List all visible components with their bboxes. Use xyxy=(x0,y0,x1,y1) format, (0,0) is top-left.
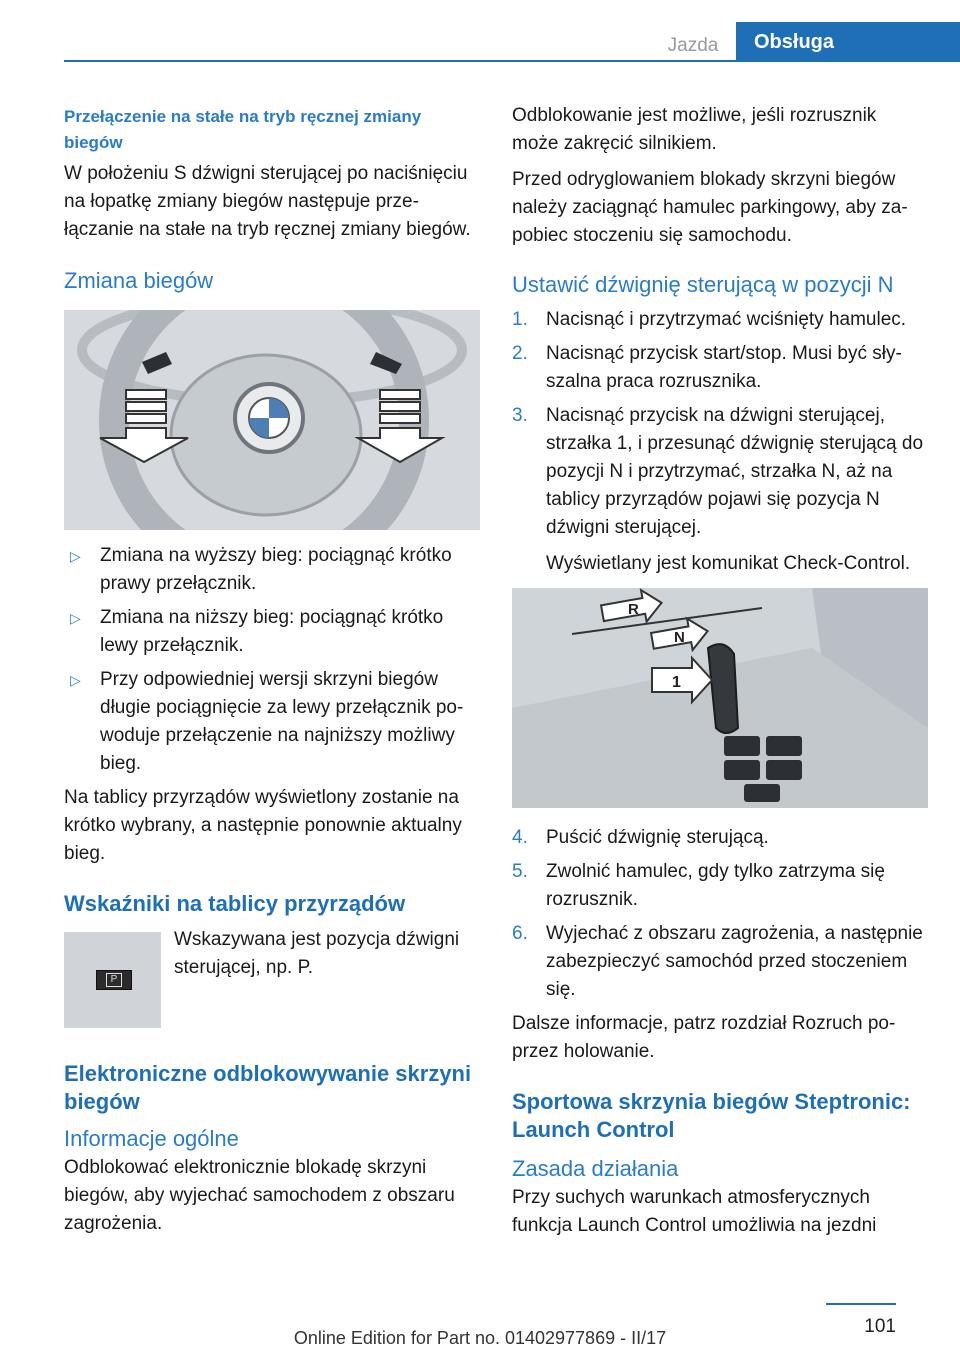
step-text: Nacisnąć przycisk start/stop. Musi być słyszalna praca rozrusznika. xyxy=(546,343,902,392)
display-letter-box: P xyxy=(106,973,122,987)
bullet-item xyxy=(64,604,480,660)
bullet-text: Zmiana na niższy bieg: pociągnąć krótko lewy przełącznik. xyxy=(100,607,444,656)
page-number: 101 xyxy=(864,1316,896,1337)
paragraph-parking-brake: Przed odryglowaniem blokady skrzyni biegów należy zaciągnąć hamulec parkingowy, aby zapobiec stoczeniu się samochodu. xyxy=(512,169,908,246)
step-text: Puścić dźwignię sterującą. xyxy=(546,827,769,848)
step-text: Nacisnąć i przytrzymać wciśnięty hamulec. xyxy=(546,309,907,330)
section-title-indicators: Wskaźniki na tablicy przyrządów xyxy=(64,891,406,916)
arrow-r-label: R xyxy=(628,601,639,618)
step-note: Wyświetlany jest komunikat Check-Control. xyxy=(546,553,911,574)
paragraph-general-info: Odblokować elektronicznie blokadę skrzyni biegów, aby wyjechać samochodem z obszaru zagrożenia. xyxy=(64,1157,455,1234)
step-number: 3. xyxy=(512,405,528,426)
arrow-n-label: N xyxy=(674,629,685,646)
paragraph-manual-mode: W położeniu S dźwigni sterującej po naciśnięciu na łopatkę zmiany biegów następuje przełączanie na stałe na tryb ręcznej zmiany biegów. xyxy=(64,163,471,240)
display-illustration xyxy=(64,932,161,1028)
header-tab-obsluga: Obsługa xyxy=(736,22,960,62)
paragraph-gear-display: Na tablicy przyrządów wyświetlony zostanie na krótko wybrany, a następnie ponownie aktualny bieg. xyxy=(64,787,462,864)
step-number: 6. xyxy=(512,923,528,944)
step-item xyxy=(512,824,928,852)
header-rule xyxy=(64,60,960,62)
display-panel xyxy=(96,970,132,990)
step-item xyxy=(512,306,928,334)
steering-wheel-svg xyxy=(64,310,480,530)
step-number: 1. xyxy=(512,309,528,330)
step-number: 2. xyxy=(512,343,528,364)
bullet-item xyxy=(64,666,480,778)
paragraph-principle: Przy suchych warunkach atmosferycznych funkcja Launch Control umożliwia na jezdni xyxy=(512,1187,877,1236)
paragraph-unlock-possible: Odblokowanie jest możliwe, jeśli rozrusznik może zakręcić silnikiem. xyxy=(512,105,877,154)
section-title-set-n: Ustawić dźwignię sterującą w pozycji N xyxy=(512,272,894,297)
gear-lever-illustration xyxy=(512,588,928,808)
step-item xyxy=(512,402,928,578)
step-number: 4. xyxy=(512,827,528,848)
section-title-launch-control: Sportowa skrzynia biegów Steptronic: Launch Control xyxy=(512,1089,911,1142)
indicator-text: Wskazywana jest pozycja dźwigni sterującej, np. P. xyxy=(174,929,460,978)
triangle-bullet-icon: ▷ xyxy=(70,610,81,626)
steps-list-a xyxy=(512,306,928,578)
gear-change-bullets xyxy=(64,542,480,778)
bullet-text: Zmiana na wyższy bieg: pociągnąć krótko prawy przełącznik. xyxy=(100,545,452,594)
steps-list-b xyxy=(512,824,928,1004)
step-item xyxy=(512,858,928,914)
right-column xyxy=(512,102,928,1248)
section-title-gear-change: Zmiana biegów xyxy=(64,268,214,293)
arrow-1-label: 1 xyxy=(672,674,681,691)
section-title-principle: Zasada działania xyxy=(512,1156,679,1181)
step-item xyxy=(512,340,928,396)
gear-lever-svg xyxy=(512,588,928,808)
footer-edition: Online Edition for Part no. 01402977869 - II/17 xyxy=(293,1328,667,1348)
header-tab-jazda: Jazda xyxy=(667,35,719,56)
step-text: Wyjechać z obszaru zagrożenia, a następnie zabezpieczyć samochód przed stoczeniem się. xyxy=(546,923,923,1000)
section-title-general-info: Informacje ogólne xyxy=(64,1126,239,1151)
step-number: 5. xyxy=(512,861,528,882)
left-column xyxy=(64,104,480,1246)
bullet-item xyxy=(64,542,480,598)
indicator-block xyxy=(64,926,480,1036)
step-text: Zwolnić hamulec, gdy tylko zatrzyma się rozrusznik. xyxy=(546,861,885,910)
paragraph-further-info: Dalsze informacje, patrz rozdział Rozruch poprzez holowanie. xyxy=(512,1013,896,1062)
step-text: Nacisnąć przycisk na dźwigni sterującej, strzałka 1, i przesunąć dźwignię sterującą do pozycji N i przytrzymać, strzałka N, aż na tablicy przyrządów pojawi się pozycja N dźwigni sterującej. xyxy=(546,405,924,538)
steering-wheel-illustration xyxy=(64,310,480,530)
triangle-bullet-icon: ▷ xyxy=(70,672,81,688)
section-title-manual-mode: Przełączenie na stałe na tryb ręcznej zmiany biegów xyxy=(64,107,422,152)
step-item xyxy=(512,920,928,1004)
page-number-rule xyxy=(826,1303,896,1305)
triangle-bullet-icon: ▷ xyxy=(70,548,81,564)
section-title-electronic-unlock: Elektroniczne odblokowywanie skrzyni biegów xyxy=(64,1061,472,1114)
bullet-text: Przy odpowiedniej wersji skrzyni biegów długie pociągnięcie za lewy przełącznik powoduje przełączenie na najniższy możliwy bieg. xyxy=(100,669,464,774)
